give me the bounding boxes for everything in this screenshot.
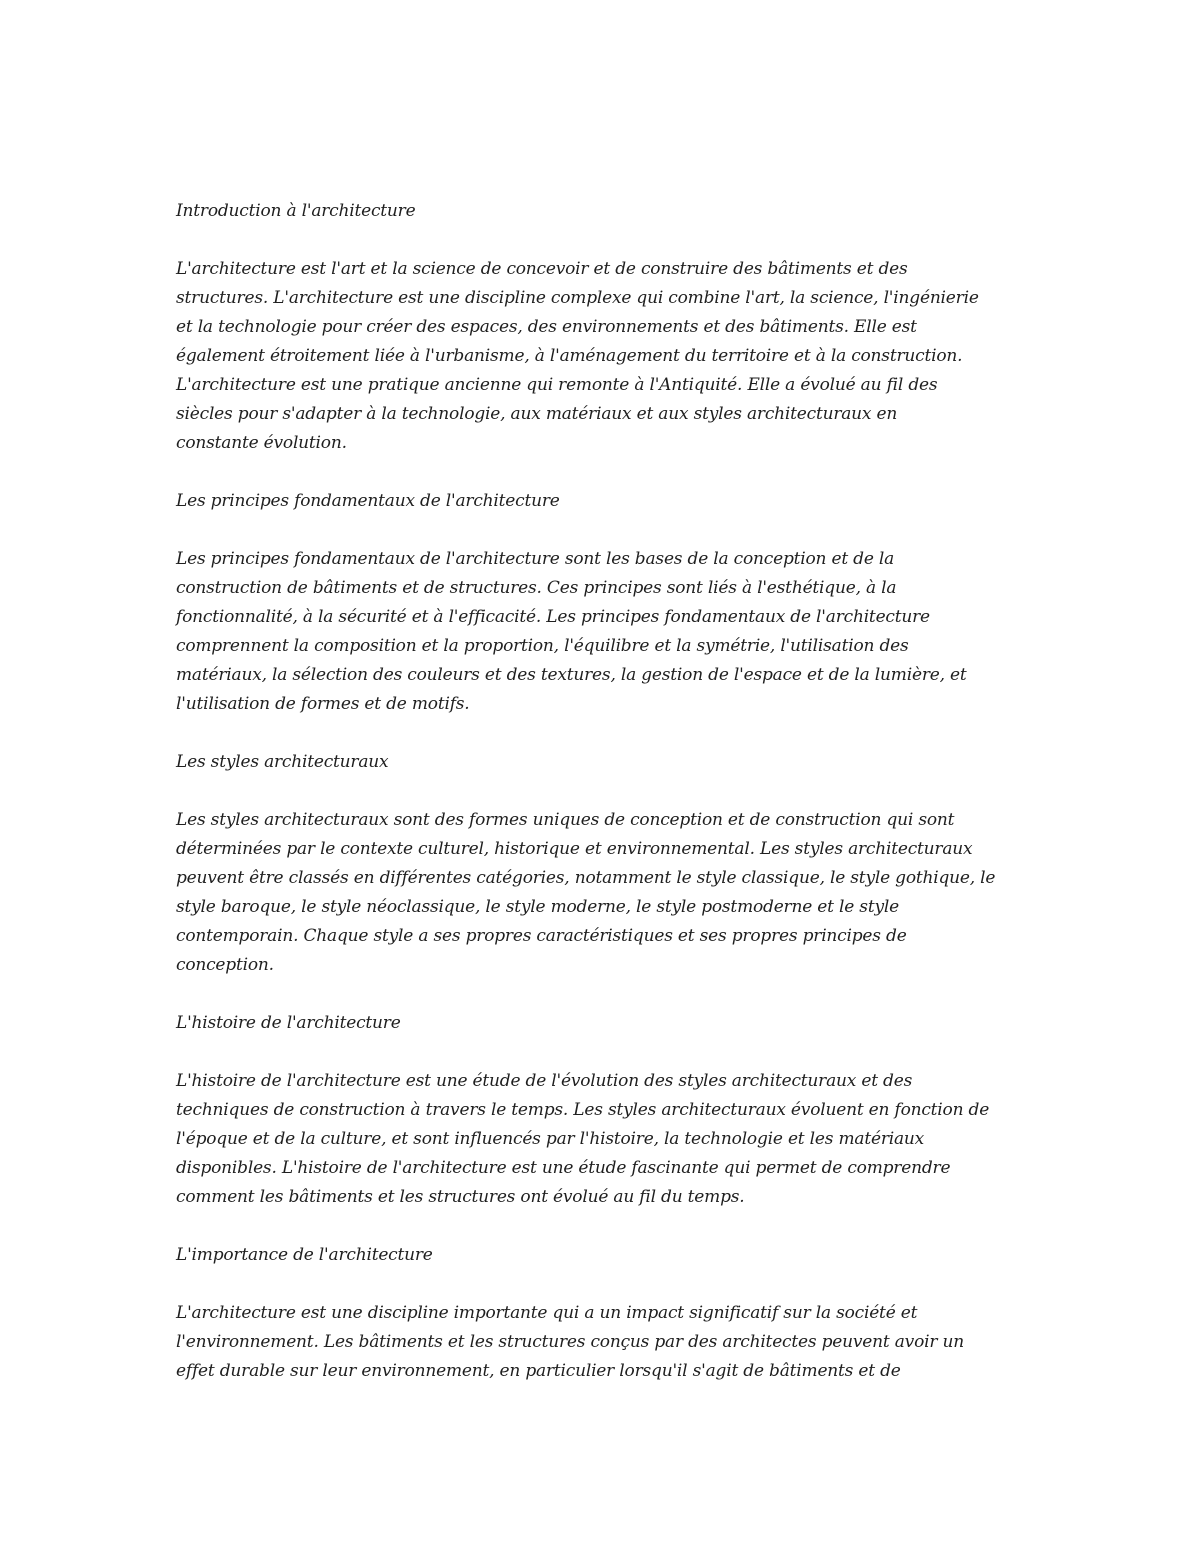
- section-importance: [176, 1241, 1036, 1386]
- paragraph-line: siècles pour s'adapter à la technologie, aux matériaux et aux styles architecturaux en: [176, 404, 898, 424]
- paragraph-line: et la technologie pour créer des espaces, des environnements et des bâtiments. Elle est: [176, 317, 917, 337]
- section-paragraph: [176, 255, 1036, 458]
- paragraph-line: déterminées par le contexte culturel, historique et environnemental. Les styles architecturaux: [176, 839, 973, 859]
- section-heading: L'histoire de l'architecture: [176, 1013, 401, 1033]
- section-principes: [176, 487, 1036, 719]
- paragraph-line: comprennent la composition et la proportion, l'équilibre et la symétrie, l'utilisation des: [176, 636, 909, 656]
- paragraph-line: constante évolution.: [176, 433, 347, 453]
- section-heading: L'importance de l'architecture: [176, 1245, 433, 1265]
- paragraph-line: construction de bâtiments et de structures. Ces principes sont liés à l'esthétique, à la: [176, 578, 897, 598]
- paragraph-line: disponibles. L'histoire de l'architecture est une étude fascinante qui permet de comprendre: [176, 1158, 951, 1178]
- paragraph-line: contemporain. Chaque style a ses propres caractéristiques et ses propres principes de: [176, 926, 907, 946]
- paragraph-line: Les styles architecturaux sont des formes uniques de conception et de construction qui sont: [176, 810, 955, 830]
- section-heading: Les principes fondamentaux de l'architecture: [176, 491, 560, 511]
- paragraph-line: L'architecture est une pratique ancienne qui remonte à l'Antiquité. Elle a évolué au fil des: [176, 375, 938, 395]
- section-paragraph: [176, 1067, 1036, 1212]
- section-paragraph: [176, 1299, 1036, 1386]
- paragraph-line: Les principes fondamentaux de l'architecture sont les bases de la conception et de la: [176, 549, 895, 569]
- paragraph-line: techniques de construction à travers le temps. Les styles architecturaux évoluent en fonction de: [176, 1100, 990, 1120]
- paragraph-line: peuvent être classés en différentes catégories, notamment le style classique, le style gothique, le: [176, 868, 996, 888]
- section-heading: Les styles architecturaux: [176, 752, 389, 772]
- paragraph-line: style baroque, le style néoclassique, le style moderne, le style postmoderne et le style: [176, 897, 899, 917]
- section-histoire: [176, 1009, 1036, 1212]
- paragraph-line: L'histoire de l'architecture est une étude de l'évolution des styles architecturaux et des: [176, 1071, 913, 1091]
- section-paragraph: [176, 806, 1036, 980]
- paragraph-line: fonctionnalité, à la sécurité et à l'efficacité. Les principes fondamentaux de l'architecture: [176, 607, 930, 627]
- paragraph-line: également étroitement liée à l'urbanisme, à l'aménagement du territoire et à la construction.: [176, 346, 963, 366]
- paragraph-line: effet durable sur leur environnement, en particulier lorsqu'il s'agit de bâtiments et de: [176, 1361, 901, 1381]
- paragraph-line: conception.: [176, 955, 274, 975]
- section-heading: Introduction à l'architecture: [176, 201, 416, 221]
- document-page: [176, 197, 1036, 1415]
- paragraph-line: L'architecture est l'art et la science de concevoir et de construire des bâtiments et des: [176, 259, 908, 279]
- paragraph-line: l'utilisation de formes et de motifs.: [176, 694, 470, 714]
- paragraph-line: l'environnement. Les bâtiments et les structures conçus par des architectes peuvent avoir un: [176, 1332, 964, 1352]
- section-paragraph: [176, 545, 1036, 719]
- paragraph-line: L'architecture est une discipline importante qui a un impact significatif sur la société et: [176, 1303, 918, 1323]
- paragraph-line: comment les bâtiments et les structures ont évolué au fil du temps.: [176, 1187, 745, 1207]
- paragraph-line: l'époque et de la culture, et sont influencés par l'histoire, la technologie et les matériaux: [176, 1129, 925, 1149]
- section-introduction: [176, 197, 1036, 458]
- paragraph-line: matériaux, la sélection des couleurs et des textures, la gestion de l'espace et de la lumière, et: [176, 665, 967, 685]
- paragraph-line: structures. L'architecture est une discipline complexe qui combine l'art, la science, l'ingénierie: [176, 288, 979, 308]
- section-styles: [176, 748, 1036, 980]
